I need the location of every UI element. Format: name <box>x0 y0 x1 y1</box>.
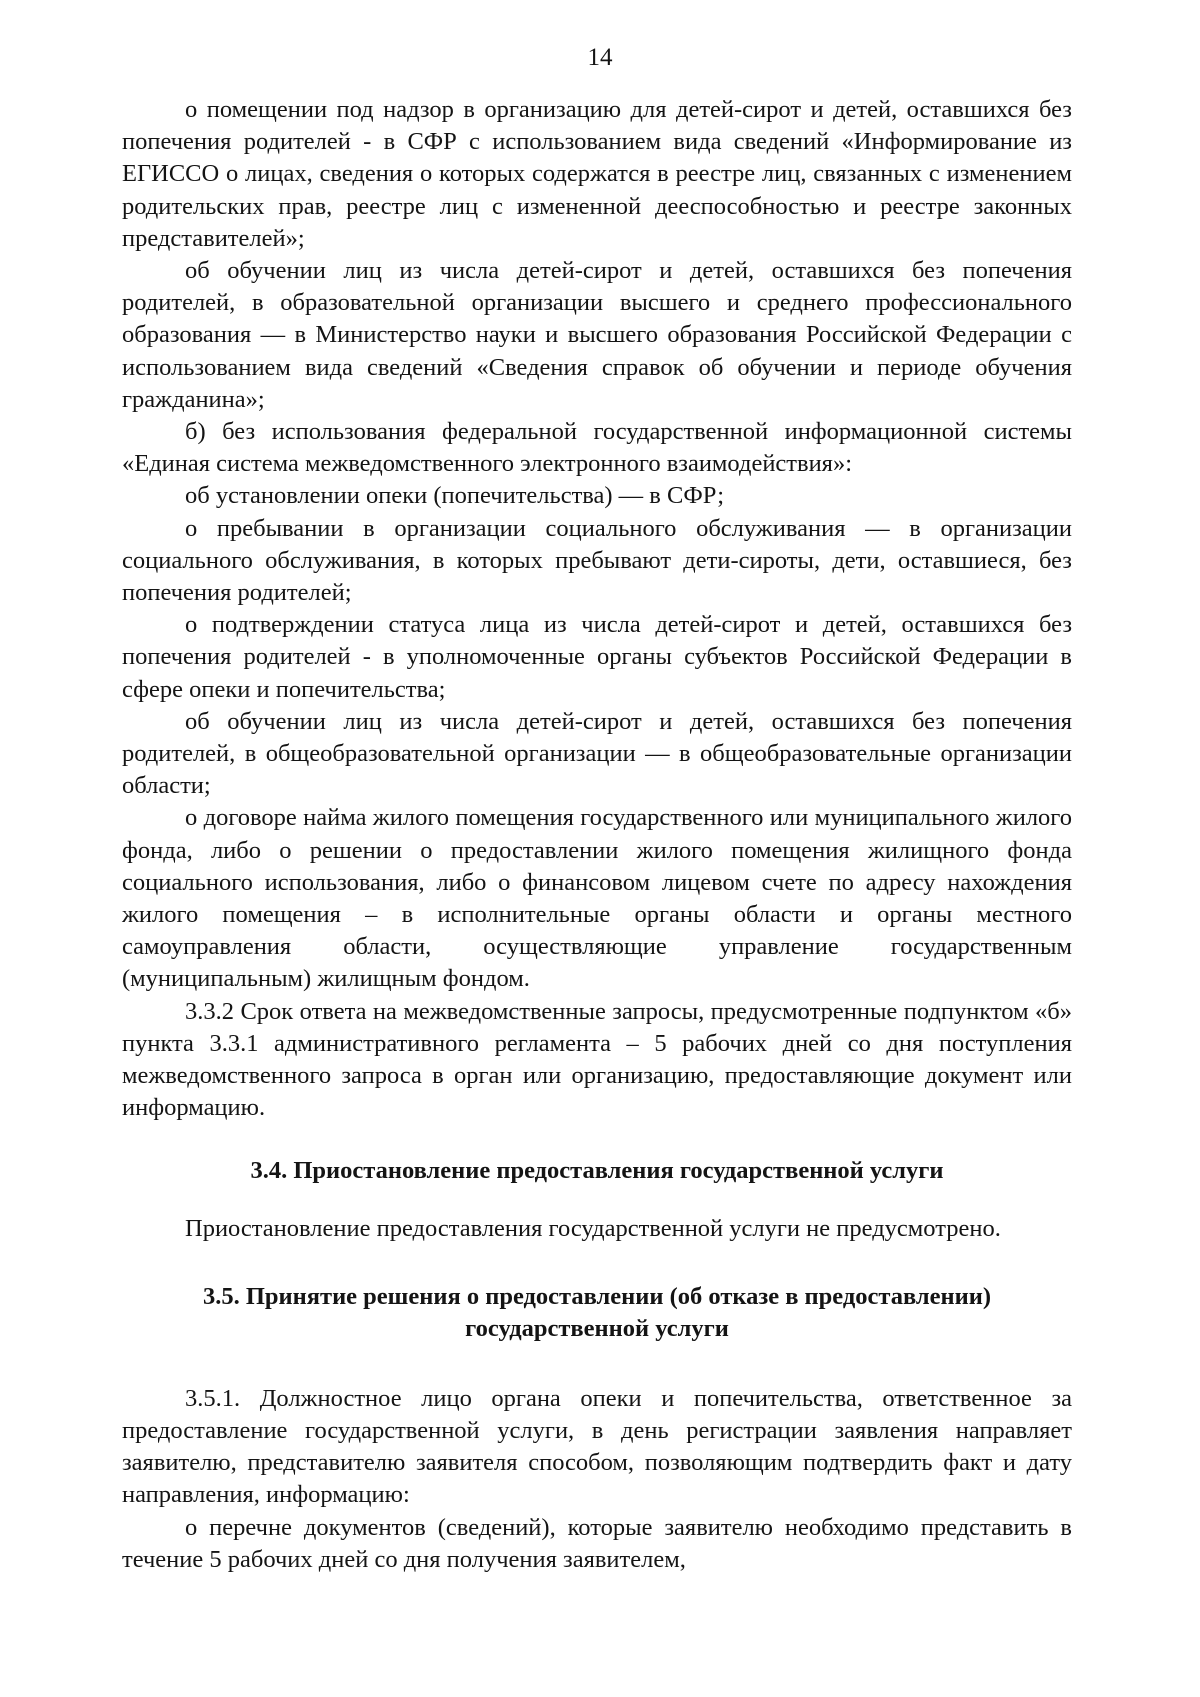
paragraph-3-3-2: 3.3.2 Срок ответа на межведомственные запросы, предусмотренные подпунктом «б» пункта 3.3.1 административного регламента – 5 рабочих дней со дня поступления межведомственного запроса в орган или организацию, предоставляющие документ или информацию. <box>122 997 1072 1122</box>
section-3-4-heading: 3.4. Приостановление предоставления государственной услуги <box>250 1156 944 1184</box>
paragraph: о перечне документов (сведений), которые заявителю необходимо представить в течение 5 рабочих дней со дня получения заявителем, <box>122 1513 1072 1573</box>
paragraph: о пребывании в организации социального обслуживания — в организации социального обслуживания, в которых пребывают дети-сироты, дети, оставшиеся, без попечения родителей; <box>122 514 1072 607</box>
paragraph: о подтверждении статуса лица из числа детей-сирот и детей, оставшихся без попечения родителей - в уполномоченные органы субъектов Российской Федерации в сфере опеки и попечительства; <box>122 611 1072 703</box>
document-body <box>122 94 1072 1576</box>
section-3-4-text: Приостановление предоставления государственной услуги не предусмотрено. <box>185 1214 1001 1242</box>
paragraph-3-5-1: 3.5.1. Должностное лицо органа опеки и попечительства, ответственное за предоставление государственной услуги, в день регистрации заявления направляет заявителю, представителю заявителя способом, позволяющим подтвердить факт и дату направления, информацию: <box>122 1384 1072 1509</box>
paragraph: об обучении лиц из числа детей-сирот и детей, оставшихся без попечения родителей, в образовательной организации высшего и среднего профессионального образования — в Министерство науки и высшего образования Российской Федерации с использованием вида сведений «Сведения справок об обучении и периоде обучения гражданина»; <box>122 257 1072 413</box>
paragraph: об установлении опеки (попечительства) — в СФР; <box>185 482 725 510</box>
paragraph: об обучении лиц из числа детей-сирот и детей, оставшихся без попечения родителей, в общеобразовательной организации — в общеобразовательные организации области; <box>122 707 1072 800</box>
section-3-5-heading: 3.5. Принятие решения о предоставлении (об отказе в предоставлении) государственной услуги <box>202 1282 991 1342</box>
paragraph: о помещении под надзор в организацию для детей-сирот и детей, оставшихся без попечения родителей - в СФР с использованием вида сведений «Информирование из ЕГИССО о лицах, сведения о которых содержатся в реестре лиц, связанных с изменением родительских прав, реестре лиц с измененной дееспособностью и реестре законных представителей»; <box>122 96 1072 252</box>
paragraph: о договоре найма жилого помещения государственного или муниципального жилого фонда, либо о решении о предоставлении жилого помещения жилищного фонда социального использования, либо о финансовом лицевом счете по адресу нахождения жилого помещения – в исполнительные органы области и органы местного самоуправления области, осуществляющие управление государственным (муниципальным) жилищным фондом. <box>122 804 1072 993</box>
page-number: 14 <box>587 44 613 71</box>
paragraph: б) без использования федеральной государственной информационной системы «Единая система межведомственного электронного взаимодействия»: <box>122 418 1072 478</box>
